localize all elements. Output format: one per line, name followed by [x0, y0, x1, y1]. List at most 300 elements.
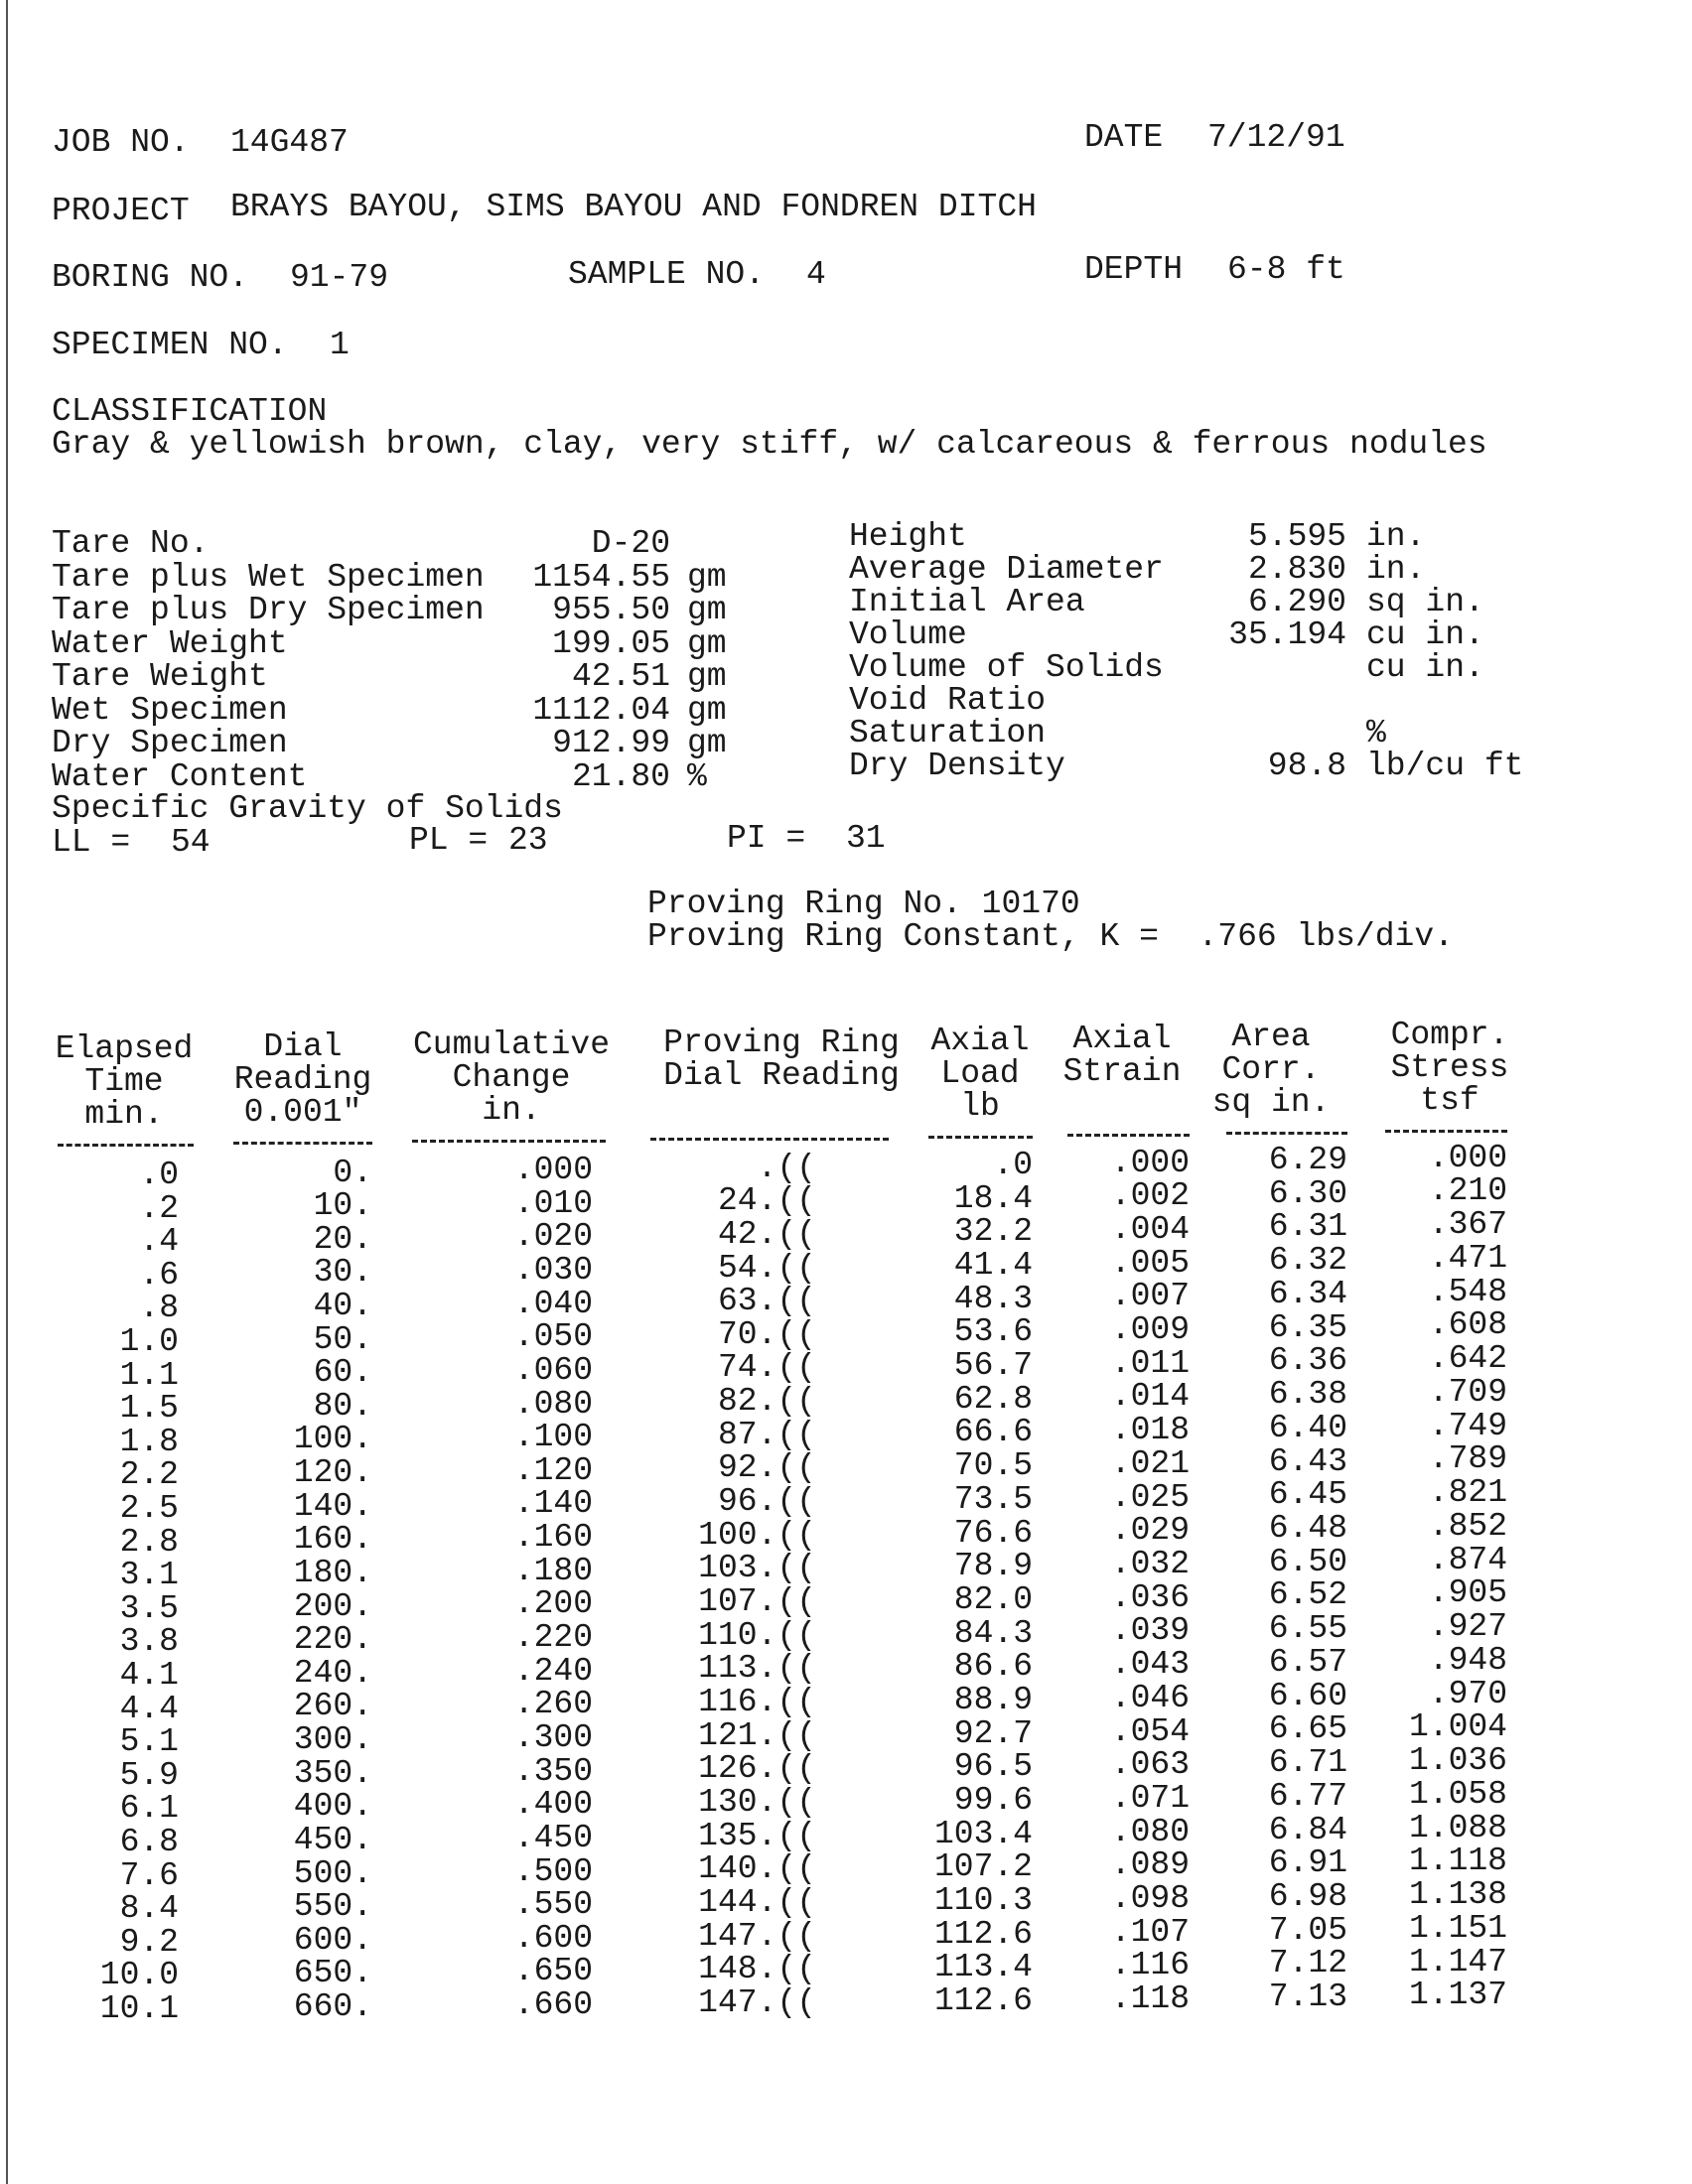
spec-left-value: 955.50 [552, 592, 670, 628]
table-cell: .089 [1110, 1846, 1190, 1884]
table-cell: 148.(( [698, 1951, 816, 1988]
table-cell: 6.60 [1268, 1677, 1347, 1714]
column-header: Corr. [1221, 1051, 1321, 1088]
pl-label: PL = [409, 822, 489, 859]
spec-right-label: Initial Area [849, 584, 1085, 620]
table-cell: 6.57 [1268, 1643, 1347, 1681]
table-cell: .000 [513, 1152, 593, 1188]
table-cell: 6.35 [1268, 1308, 1347, 1346]
table-cell: .874 [1428, 1541, 1507, 1578]
table-cell: .749 [1428, 1407, 1507, 1444]
table-cell: 3.1 [119, 1557, 179, 1594]
proving-ring-number: Proving Ring No. 10170 [647, 886, 1080, 922]
table-cell: .821 [1428, 1474, 1507, 1511]
table-cell: 10.1 [99, 1990, 179, 2027]
column-header: Time [84, 1063, 164, 1100]
project-label: PROJECT [52, 193, 190, 229]
table-cell: 103.(( [698, 1550, 816, 1587]
column-header: 0.001" [243, 1094, 362, 1131]
table-cell: .021 [1110, 1444, 1190, 1482]
table-cell: 5.1 [119, 1723, 179, 1761]
table-cell: 1.151 [1408, 1909, 1507, 1947]
table-cell: .709 [1428, 1373, 1507, 1411]
table-cell: 1.118 [1408, 1843, 1507, 1880]
table-cell: 1.5 [119, 1390, 179, 1428]
table-cell: 20. [313, 1220, 372, 1258]
table-cell: 86.6 [953, 1648, 1033, 1686]
spec-right-unit: % [1366, 715, 1386, 751]
table-cell: 135.(( [698, 1817, 816, 1854]
depth-label: DEPTH [1084, 251, 1184, 288]
table-cell: .4 [139, 1223, 179, 1261]
table-cell: .004 [1110, 1210, 1190, 1248]
table-cell: .116 [1110, 1947, 1190, 1984]
boring-no-label: BORING NO. [52, 259, 249, 296]
table-cell: 6.38 [1268, 1376, 1347, 1414]
column-header: Strain [1062, 1053, 1182, 1090]
spec-right-unit: in. [1366, 551, 1426, 588]
table-cell: 82.0 [953, 1580, 1033, 1618]
table-cell: 300. [293, 1721, 372, 1759]
spec-left-unit: gm [687, 691, 727, 729]
table-cell: 113.4 [933, 1949, 1033, 1986]
table-cell: 6.36 [1268, 1342, 1347, 1380]
spec-left-label: Tare No. [52, 525, 210, 562]
table-cell: 1.138 [1408, 1876, 1507, 1913]
table-cell: 7.13 [1268, 1979, 1347, 2016]
table-cell: 76.6 [953, 1514, 1033, 1552]
table-cell: 8.4 [119, 1890, 179, 1928]
spec-right-unit: sq in. [1366, 584, 1484, 620]
table-cell: 9.2 [119, 1923, 179, 1961]
table-cell: .220 [513, 1619, 593, 1656]
table-cell: .180 [513, 1552, 593, 1589]
table-cell: .030 [513, 1251, 593, 1289]
spec-right-label: Height [849, 518, 967, 555]
table-cell: .140 [513, 1485, 593, 1523]
header-underline [928, 1136, 1033, 1139]
table-cell: .210 [1428, 1172, 1507, 1210]
table-cell: .660 [513, 1986, 593, 2024]
table-cell: 96.5 [953, 1748, 1033, 1786]
table-cell: 7.12 [1268, 1945, 1347, 1982]
header-underline [1385, 1130, 1507, 1133]
table-cell: 107.(( [698, 1583, 816, 1621]
table-cell: .107 [1110, 1913, 1190, 1951]
spec-left-value: 1154.55 [532, 558, 670, 596]
column-header: Axial [1072, 1021, 1172, 1057]
table-cell: 220. [293, 1621, 372, 1659]
table-cell: 144.(( [698, 1884, 816, 1922]
table-cell: 6.8 [119, 1824, 179, 1860]
table-cell: 1.137 [1408, 1977, 1507, 2014]
table-cell: .018 [1110, 1412, 1190, 1449]
table-cell: .000 [1110, 1144, 1190, 1181]
spec-right-label: Volume of Solids [849, 649, 1164, 686]
table-cell: 126.(( [698, 1750, 816, 1788]
spec-left-label: Dry Specimen [52, 725, 288, 761]
table-cell: 5.9 [119, 1756, 179, 1794]
table-cell: 6.29 [1268, 1142, 1347, 1178]
pi-label: PI = [727, 820, 806, 857]
table-cell: .010 [513, 1184, 593, 1222]
table-cell: .6 [139, 1256, 179, 1294]
column-header: Dial Reading [663, 1057, 900, 1094]
table-cell: 87.(( [717, 1416, 816, 1453]
spec-left-value: 42.51 [571, 658, 670, 695]
column-header: Cumulative [412, 1026, 611, 1063]
table-cell: 147.(( [698, 1917, 816, 1955]
table-cell: .050 [513, 1318, 593, 1356]
spec-left-label: Water Weight [52, 624, 288, 662]
table-cell: .367 [1428, 1206, 1507, 1243]
table-cell: 112.6 [933, 1982, 1033, 2020]
table-cell: 10. [313, 1187, 372, 1225]
table-cell: 6.52 [1268, 1576, 1347, 1614]
table-cell: 6.71 [1268, 1744, 1347, 1782]
table-cell: 56.7 [953, 1347, 1033, 1385]
table-cell: 40. [313, 1287, 372, 1324]
table-cell: 4.1 [119, 1657, 179, 1694]
table-cell: 2.2 [119, 1456, 179, 1494]
table-cell: .009 [1110, 1311, 1190, 1349]
date-value: 7/12/91 [1207, 119, 1345, 156]
column-header: Stress [1390, 1049, 1509, 1086]
table-cell: 130.(( [698, 1784, 816, 1822]
table-cell: 70.5 [953, 1447, 1033, 1485]
table-cell: 121.(( [698, 1716, 816, 1754]
table-cell: 60. [313, 1354, 372, 1392]
boring-no-value: 91-79 [290, 259, 389, 296]
spec-right-value: 35.194 [1228, 616, 1346, 653]
table-cell: .471 [1428, 1239, 1507, 1277]
table-cell: 6.91 [1268, 1844, 1347, 1882]
classification-value: Gray & yellowish brown, clay, very stiff, w/ calcareous & ferrous nodules [52, 426, 1487, 463]
header-underline [58, 1144, 194, 1147]
table-cell: 6.98 [1268, 1878, 1347, 1916]
spec-right-unit: in. [1366, 518, 1426, 555]
column-header: lb [960, 1088, 1000, 1125]
spec-left-label: Tare Weight [52, 658, 268, 695]
table-cell: .160 [513, 1519, 593, 1557]
depth-value: 6-8 ft [1227, 251, 1345, 288]
table-cell: 103.4 [933, 1815, 1033, 1852]
pl-value: 23 [508, 822, 548, 859]
table-cell: .2 [139, 1189, 179, 1227]
table-cell: .8 [139, 1290, 179, 1327]
specimen-no-label: SPECIMEN NO. [52, 327, 288, 363]
table-cell: 6.30 [1268, 1174, 1347, 1212]
spec-left-value: 1112.04 [532, 691, 670, 729]
table-cell: 53.6 [953, 1313, 1033, 1351]
header-underline [1226, 1132, 1347, 1135]
table-cell: 6.45 [1268, 1476, 1347, 1514]
table-cell: .002 [1110, 1177, 1190, 1215]
table-cell: 32.2 [953, 1213, 1033, 1251]
table-cell: 92.(( [717, 1449, 816, 1487]
ll-label: LL = [52, 824, 131, 861]
classification-label: CLASSIFICATION [52, 393, 328, 430]
table-cell: 82.(( [717, 1383, 816, 1421]
spec-right-unit: lb/cu ft [1366, 748, 1524, 784]
table-cell: 41.4 [953, 1247, 1033, 1285]
table-cell: .007 [1110, 1278, 1190, 1315]
spec-right-unit: cu in. [1366, 616, 1484, 653]
table-cell: 650. [293, 1955, 372, 1992]
table-cell: 6.34 [1268, 1275, 1347, 1312]
table-cell: .0 [139, 1157, 179, 1193]
spec-left-unit: gm [687, 592, 727, 628]
table-cell: 600. [293, 1921, 372, 1959]
header-underline [1067, 1134, 1190, 1137]
table-cell: 6.31 [1268, 1208, 1347, 1246]
table-cell: .927 [1428, 1608, 1507, 1645]
table-cell: .054 [1110, 1712, 1190, 1750]
spec-right-label: Void Ratio [849, 682, 1047, 719]
table-cell: 240. [293, 1654, 372, 1692]
column-header: tsf [1420, 1082, 1480, 1119]
table-cell: 450. [293, 1821, 372, 1858]
table-cell: 6.65 [1268, 1710, 1347, 1748]
table-cell: 78.9 [953, 1548, 1033, 1585]
column-header: Elapsed [55, 1030, 194, 1067]
table-cell: 73.5 [953, 1480, 1033, 1518]
table-cell: .025 [1110, 1478, 1190, 1516]
spec-right-value: 6.290 [1247, 584, 1346, 620]
spec-left-unit: gm [687, 558, 727, 596]
table-cell: 6.32 [1268, 1242, 1347, 1280]
table-cell: .043 [1110, 1646, 1190, 1684]
table-cell: 6.48 [1268, 1510, 1347, 1548]
spec-right-label: Average Diameter [849, 551, 1164, 588]
table-cell: 6.1 [119, 1790, 179, 1828]
table-cell: 62.8 [953, 1380, 1033, 1418]
column-header: Compr. [1390, 1017, 1509, 1053]
column-header: Proving Ring [663, 1024, 900, 1061]
column-header: Load [940, 1055, 1020, 1092]
table-cell: 6.43 [1268, 1442, 1347, 1480]
table-cell: .350 [513, 1752, 593, 1790]
table-cell: 70.(( [717, 1315, 816, 1353]
table-row [0, 1977, 1692, 2027]
table-cell: .014 [1110, 1378, 1190, 1416]
table-cell: 260. [293, 1688, 372, 1725]
spec-left-value: 21.80 [571, 757, 670, 795]
table-cell: 140. [293, 1487, 372, 1525]
table-cell: .852 [1428, 1507, 1507, 1545]
table-cell: 84.3 [953, 1614, 1033, 1652]
table-cell: 48.3 [953, 1280, 1033, 1317]
table-cell: .789 [1428, 1440, 1507, 1478]
table-cell: .300 [513, 1718, 593, 1756]
table-cell: 1.1 [119, 1356, 179, 1394]
table-cell: 63.(( [717, 1283, 816, 1320]
table-cell: .240 [513, 1652, 593, 1690]
column-header: Change [452, 1059, 571, 1096]
table-cell: 7.6 [119, 1856, 179, 1894]
table-cell: 107.2 [933, 1848, 1033, 1886]
table-cell: 147.(( [698, 1984, 816, 2022]
spec-left-unit: % [687, 757, 707, 795]
spec-right-label: Saturation [849, 715, 1047, 751]
table-cell: .039 [1110, 1612, 1190, 1650]
table-cell: 1.036 [1408, 1742, 1507, 1779]
spec-right-unit: cu in. [1366, 649, 1484, 686]
table-cell: 3.8 [119, 1623, 179, 1661]
column-header: Reading [233, 1061, 372, 1098]
table-cell: 120. [293, 1454, 372, 1492]
column-header: Dial [263, 1028, 343, 1065]
header-underline [412, 1140, 606, 1143]
table-cell: .970 [1428, 1675, 1507, 1712]
sample-no-label: SAMPLE NO. [568, 256, 766, 293]
table-cell: .080 [513, 1385, 593, 1423]
table-cell: 1.004 [1408, 1708, 1507, 1746]
table-cell: 66.6 [953, 1414, 1033, 1451]
spec-left-value: 912.99 [552, 725, 670, 761]
table-cell: .120 [513, 1451, 593, 1489]
spec-left-unit: gm [687, 658, 727, 695]
table-cell: 3.5 [119, 1589, 179, 1627]
table-cell: 88.9 [953, 1681, 1033, 1718]
spec-left-value: 199.05 [552, 624, 670, 662]
specimen-no-value: 1 [330, 327, 350, 363]
spec-left-unit: gm [687, 725, 727, 761]
spec-right-value: 5.595 [1247, 518, 1346, 555]
proving-ring-constant: Proving Ring Constant, K = .766 lbs/div. [647, 918, 1454, 955]
table-cell: .400 [513, 1786, 593, 1824]
table-cell: 2.8 [119, 1523, 179, 1561]
table-cell: 1.088 [1408, 1809, 1507, 1846]
table-cell: 116.(( [698, 1684, 816, 1721]
project-value: BRAYS BAYOU, SIMS BAYOU AND FONDREN DITCH [230, 189, 1037, 225]
table-cell: .046 [1110, 1679, 1190, 1716]
header-underline [650, 1138, 889, 1141]
table-cell: .548 [1428, 1273, 1507, 1310]
spec-left-label: Tare plus Dry Specimen [52, 592, 485, 628]
table-cell: 1.0 [119, 1323, 179, 1360]
table-cell: 24.(( [717, 1182, 816, 1220]
column-header: sq in. [1211, 1084, 1331, 1121]
spec-left-label: Water Content [52, 757, 308, 795]
table-cell: .063 [1110, 1746, 1190, 1784]
spec-left-unit: gm [687, 624, 727, 662]
table-cell: .948 [1428, 1641, 1507, 1679]
sample-no-value: 4 [806, 256, 826, 293]
table-cell: 74.(( [717, 1349, 816, 1387]
table-cell: 80. [313, 1387, 372, 1425]
table-cell: .118 [1110, 1980, 1190, 2018]
table-cell: .600 [513, 1919, 593, 1957]
table-cell: .642 [1428, 1340, 1507, 1377]
table-cell: .608 [1428, 1306, 1507, 1344]
table-cell: 660. [293, 1988, 372, 2026]
table-cell: .098 [1110, 1880, 1190, 1918]
table-cell: 4.4 [119, 1690, 179, 1727]
table-cell: 7.05 [1268, 1911, 1347, 1949]
table-cell: .080 [1110, 1813, 1190, 1850]
column-header: min. [84, 1096, 164, 1133]
table-cell: .905 [1428, 1574, 1507, 1612]
table-cell: 30. [313, 1254, 372, 1292]
table-cell: 112.6 [933, 1915, 1033, 1953]
table-cell: 50. [313, 1320, 372, 1358]
table-cell: 18.4 [953, 1179, 1033, 1217]
table-cell: .200 [513, 1585, 593, 1623]
table-cell: .450 [513, 1819, 593, 1856]
column-header: Area [1231, 1019, 1311, 1055]
table-cell: 6.84 [1268, 1811, 1347, 1848]
table-cell: 200. [293, 1587, 372, 1625]
table-cell: 350. [293, 1754, 372, 1792]
table-cell: .650 [513, 1953, 593, 1990]
specific-gravity-label: Specific Gravity of Solids [52, 790, 563, 827]
table-cell: 54.(( [717, 1249, 816, 1287]
table-cell: .0 [993, 1147, 1033, 1183]
table-cell: 110.(( [698, 1616, 816, 1654]
table-cell: 6.77 [1268, 1777, 1347, 1815]
table-cell: 550. [293, 1888, 372, 1926]
spec-left-value: D-20 [591, 525, 670, 562]
table-cell: 500. [293, 1854, 372, 1892]
table-cell: .020 [513, 1218, 593, 1256]
job-no-value: 14G487 [230, 124, 349, 161]
spec-right-value: 2.830 [1247, 551, 1346, 588]
table-cell: 6.40 [1268, 1409, 1347, 1446]
table-cell: 1.147 [1408, 1943, 1507, 1980]
spec-left-label: Wet Specimen [52, 691, 288, 729]
table-cell: 180. [293, 1554, 372, 1591]
table-cell: 400. [293, 1788, 372, 1826]
table-cell: .550 [513, 1886, 593, 1924]
spec-left-label: Tare plus Wet Specimen [52, 558, 485, 596]
table-cell: 1.8 [119, 1423, 179, 1460]
table-cell: 6.50 [1268, 1543, 1347, 1580]
table-cell: .060 [513, 1351, 593, 1389]
column-header: in. [482, 1092, 541, 1129]
table-cell: 92.7 [953, 1714, 1033, 1752]
table-cell: 140.(( [698, 1850, 816, 1888]
table-cell: 113.(( [698, 1650, 816, 1688]
ll-value: 54 [171, 824, 211, 861]
job-no-label: JOB NO. [52, 124, 190, 161]
table-cell: 1.058 [1408, 1775, 1507, 1813]
spec-right-label: Dry Density [849, 748, 1065, 784]
pi-value: 31 [846, 820, 886, 857]
table-cell: .036 [1110, 1578, 1190, 1616]
table-cell: 100. [293, 1421, 372, 1458]
header-underline [233, 1142, 372, 1145]
table-cell: .071 [1110, 1779, 1190, 1817]
table-cell: .029 [1110, 1512, 1190, 1550]
table-cell: .000 [1428, 1139, 1507, 1176]
table-cell: .260 [513, 1686, 593, 1723]
table-cell: 110.3 [933, 1882, 1033, 1920]
table-cell: 0. [333, 1154, 372, 1191]
column-header: Axial [930, 1023, 1030, 1059]
spec-right-value: 98.8 [1267, 748, 1346, 784]
table-cell: .011 [1110, 1344, 1190, 1382]
table-cell: 10.0 [99, 1957, 179, 1994]
date-label: DATE [1084, 119, 1164, 156]
table-cell: 2.5 [119, 1490, 179, 1527]
table-cell: 99.6 [953, 1782, 1033, 1820]
table-cell: .032 [1110, 1545, 1190, 1582]
table-cell: .005 [1110, 1244, 1190, 1282]
table-cell: 6.55 [1268, 1610, 1347, 1648]
table-cell: 42.(( [717, 1215, 816, 1253]
table-cell: .500 [513, 1852, 593, 1890]
